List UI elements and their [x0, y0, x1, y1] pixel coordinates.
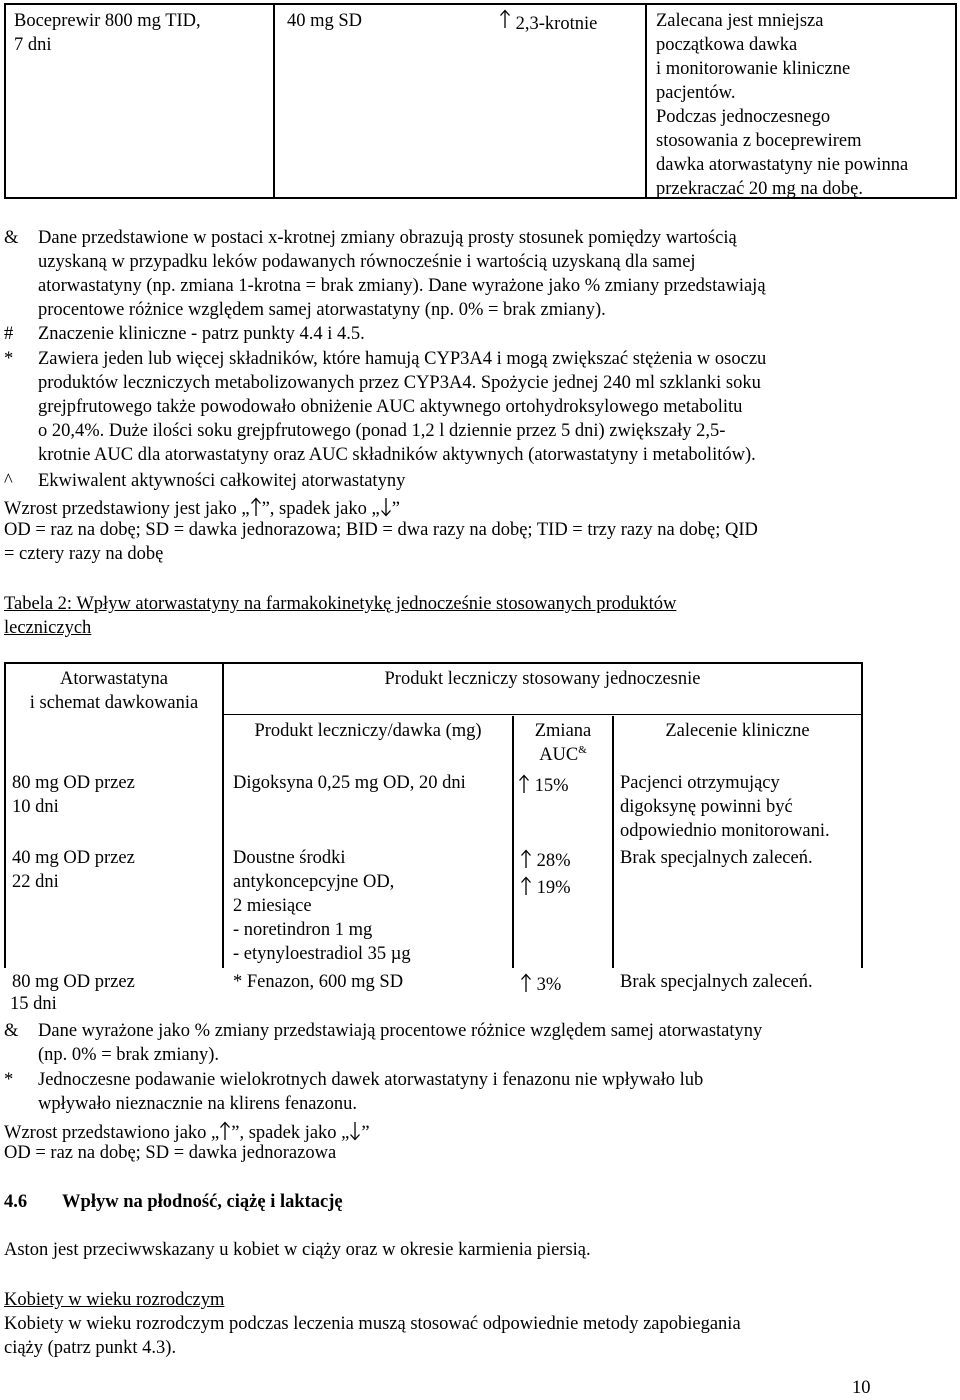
- row1-change: [518, 771, 569, 798]
- cell-line: 80 mg OD przez: [12, 773, 135, 793]
- arrow-legend: [4, 494, 400, 521]
- footnote-line: Dane przedstawione w postaci x-krotnej zmiany obrazują prosty stosunek pomiędzy wartością: [38, 228, 737, 248]
- cell-line: 80 mg OD przez: [12, 972, 135, 992]
- header-coadministered: Produkt leczniczy stosowany jednoczesnie: [384, 669, 701, 689]
- header-line: Atorwastatyna: [60, 669, 168, 689]
- header-change-auc: [514, 719, 612, 767]
- cell-line: i monitorowanie kliniczne: [656, 59, 851, 79]
- arrow-up-icon: [520, 849, 532, 869]
- cell-line: - noretindron 1 mg: [233, 920, 373, 940]
- cell-recommendation: [656, 9, 956, 197]
- footnote-symbol: &: [4, 1021, 19, 1041]
- footnote-line: Ekwiwalent aktywności całkowitej atorwastatyny: [38, 471, 406, 491]
- header-line: [514, 743, 612, 767]
- title-line: Tabela 2: Wpływ atorwastatyny na farmakokinetykę jednocześnie stosowanych produktów: [4, 594, 677, 614]
- legend-text: ”, spadek jako „: [231, 1123, 350, 1143]
- cell-line: odpowiednio monitorowani.: [620, 821, 830, 841]
- cell-line: 2,3-krotnie: [515, 14, 598, 34]
- cell-line: 15%: [534, 776, 569, 796]
- legend-text: Wzrost przedstawiono jako „: [4, 1123, 220, 1143]
- footnote-line: krotnie AUC dla atorwastatyny oraz AUC składników aktywnych (atorwastatyny i metabolitów).: [38, 445, 756, 465]
- cell-line: 28%: [536, 851, 571, 871]
- cell-line: 40 mg OD przez: [12, 848, 135, 868]
- arrow-down-icon: [380, 497, 392, 517]
- arrow-up-icon: [520, 973, 532, 993]
- page-number: 10: [852, 1378, 871, 1398]
- table2: [4, 662, 863, 995]
- arrow-up-icon: [518, 774, 530, 794]
- cell-line: Brak specjalnych zaleceń.: [620, 972, 813, 992]
- footnote-line: Znaczenie kliniczne - patrz punkty 4.4 i 4.5.: [38, 324, 365, 344]
- abbreviations-2: OD = raz na dobę; SD = dawka jednorazowa: [4, 1143, 337, 1163]
- cell-line: 2 miesiące: [233, 896, 312, 916]
- footnote-symbol: ^: [4, 471, 13, 491]
- footnote-symbol: *: [4, 1070, 14, 1090]
- footnote-symbol: &: [4, 228, 19, 248]
- cell-line: - etynyloestradiol 35 µg: [233, 944, 411, 964]
- row3-dose-line2: 15 dni: [10, 994, 57, 1014]
- arrow-down-icon: [349, 1121, 361, 1141]
- footnote-line: atorwastatyny (np. zmiana 1-krotna = brak zmiany). Dane wyrażone jako % zmiany przedstawiają: [38, 276, 766, 296]
- paragraph-line: Kobiety w wieku rozrodczym podczas leczenia muszą stosować odpowiednie metody zapobiegania: [4, 1314, 741, 1334]
- arrow-up-icon: [250, 497, 262, 517]
- section-title: Wpływ na płodność, ciążę i laktację: [62, 1192, 343, 1212]
- legend-text: ”: [391, 499, 400, 519]
- cell-line: 22 dni: [12, 872, 59, 892]
- footnote-line: produktów leczniczych metabolizowanych przez CYP3A4. Spożycie jednej 240 ml szklanki soku: [38, 373, 761, 393]
- row2-dose: [12, 846, 135, 894]
- section-number: 4.6: [4, 1192, 28, 1212]
- footnote-line: uzyskaną w przypadku leków podawanych równocześnie i wartością uzyskaną dla samej: [38, 252, 696, 272]
- cell-auc-change: [499, 9, 649, 197]
- footnote-line: procentowe różnice względem samej atorwastatyny (np. 0% = brak zmiany).: [38, 300, 606, 320]
- ampersand-superscript: &: [578, 743, 587, 756]
- legend-text: Wzrost przedstawiony jest jako „: [4, 499, 250, 519]
- cell-line: Boceprewir 800 mg TID,: [14, 11, 201, 31]
- cell-line: pacjentów.: [656, 83, 736, 103]
- cell-line: przekraczać 20 mg na dobę.: [656, 179, 863, 199]
- header-product-dose: Produkt leczniczy/dawka (mg): [254, 721, 482, 741]
- cell-line: dawka atorwastatyny nie powinna: [656, 155, 909, 175]
- footnote-line: o 20,4%. Duże ilości soku grejpfrutowego (ponad 1,2 l dziennie przez 5 dni) zwiększały 2,5-: [38, 421, 726, 441]
- cell-line: Digoksyna 0,25 mg OD, 20 dni: [233, 773, 466, 793]
- cell-line: 3%: [536, 975, 562, 995]
- header-atorvastatin: [6, 667, 222, 715]
- arrow-up-icon: [499, 9, 511, 29]
- row1-recommendation: [620, 771, 830, 843]
- cell-line: 40 mg SD: [287, 11, 363, 31]
- title-line: leczniczych: [4, 618, 92, 638]
- cell-line: 10 dni: [12, 797, 59, 817]
- paragraph-contraception: [4, 1312, 741, 1360]
- cell-line: Brak specjalnych zaleceń.: [620, 848, 813, 868]
- footnote-symbol: *: [4, 349, 14, 369]
- cell-line: antykoncepcyjne OD,: [233, 872, 395, 892]
- footnote-line: grejpfrutowego także powodowało obniżenie AUC aktywnego ortohydroksylowego metabolitu: [38, 397, 743, 417]
- footnote-line: Dane wyrażone jako % zmiany przedstawiają procentowe różnice względem samej atorwastatyny: [38, 1021, 763, 1041]
- cell-line: 19%: [536, 878, 571, 898]
- arrow-up-icon: [219, 1121, 231, 1141]
- legend-text: ”, spadek jako „: [261, 499, 380, 519]
- section-heading: [4, 1190, 343, 1214]
- cell-line: Pacjenci otrzymujący: [620, 773, 780, 793]
- paragraph-contraindication: Aston jest przeciwwskazany u kobiet w ciąży oraz w okresie karmienia piersią.: [4, 1240, 591, 1260]
- row3-product: [233, 970, 403, 994]
- header-line: i schemat dawkowania: [29, 693, 199, 713]
- footnote-ampersand: [4, 226, 944, 326]
- row1-product: [233, 771, 466, 795]
- abbreviations: [4, 518, 758, 566]
- row2-product: [233, 846, 411, 966]
- cell-line: początkowa dawka: [656, 35, 798, 55]
- abbreviation-line: OD = raz na dobę; SD = dawka jednorazowa; BID = dwa razy na dobę; TID = trzy razy na dobę; QID: [4, 520, 758, 540]
- row3-dose: [12, 970, 135, 994]
- header-line: Zmiana: [534, 721, 592, 741]
- footnote-line: (np. 0% = brak zmiany).: [38, 1045, 219, 1065]
- cell-line: Doustne środki: [233, 848, 346, 868]
- table2-title: [4, 592, 676, 640]
- footnote-line: Zawiera jeden lub więcej składników, które hamują CYP3A4 i mogą zwiększać stężenia w osoczu: [38, 349, 767, 369]
- abbreviation-line: = cztery razy na dobę: [4, 544, 164, 564]
- subheading-women: Kobiety w wieku rozrodczym: [4, 1290, 225, 1310]
- cell-line: Zalecana jest mniejsza: [656, 11, 824, 31]
- auc-label: AUC: [539, 745, 579, 765]
- row3-recommendation: [620, 970, 813, 994]
- footnote-line: Jednoczesne podawanie wielokrotnych dawek atorwastatyny i fenazonu nie wpływało lub: [38, 1070, 704, 1090]
- paragraph-line: ciąży (patrz punkt 4.3).: [4, 1338, 177, 1358]
- header-recommendation: Zalecenie kliniczne: [665, 721, 810, 741]
- cell-line: 7 dni: [14, 35, 52, 55]
- cell-line: digoksynę powinni być: [620, 797, 793, 817]
- footnote-line: wpływało nieznacznie na klirens fenazonu.: [38, 1094, 357, 1114]
- cell-line: stosowania z boceprewirem: [656, 131, 862, 151]
- interaction-table-continued: [4, 3, 957, 199]
- cell-atorvastatin-dose: [287, 9, 487, 197]
- cell-coadministered-drug: [14, 9, 269, 197]
- row1-dose: [12, 771, 135, 819]
- legend-text: ”: [361, 1123, 370, 1143]
- footnote-symbol: #: [4, 324, 14, 344]
- row2-recommendation: [620, 846, 813, 870]
- arrow-up-icon: [520, 876, 532, 896]
- cell-line: Podczas jednoczesnego: [656, 107, 831, 127]
- row2-change: [520, 846, 571, 900]
- cell-line: * Fenazon, 600 mg SD: [233, 972, 404, 992]
- row3-change: [520, 970, 561, 997]
